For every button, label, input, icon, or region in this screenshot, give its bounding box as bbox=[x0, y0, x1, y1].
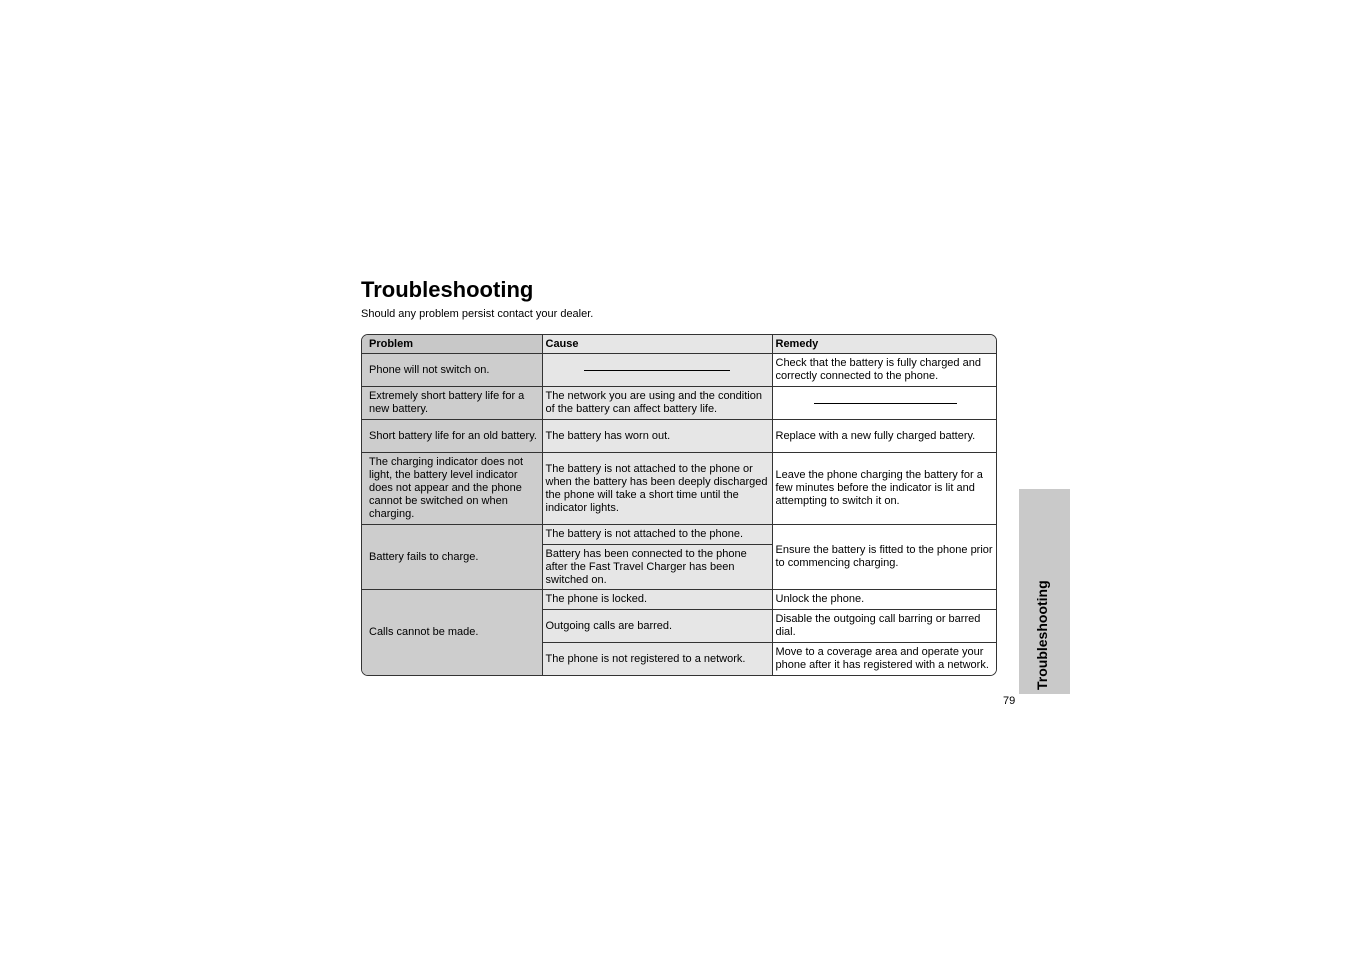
empty-line bbox=[584, 370, 730, 371]
table-header-row bbox=[362, 335, 997, 354]
table-row bbox=[362, 354, 997, 387]
table-row bbox=[362, 453, 997, 525]
page-title: Troubleshooting bbox=[361, 277, 534, 302]
cause-cell: The phone is locked. bbox=[542, 590, 772, 610]
page-subtitle: Should any problem persist contact your dealer. bbox=[361, 308, 594, 320]
header-cause: Cause bbox=[542, 335, 772, 354]
cause-cell: Outgoing calls are barred. bbox=[542, 610, 772, 643]
problem-cell: The charging indicator does not light, the battery level indicator does not appear and the phone cannot be switched on when charging. bbox=[362, 453, 542, 525]
problem-cell: Calls cannot be made. bbox=[362, 590, 542, 676]
problem-cell: Extremely short battery life for a new battery. bbox=[362, 387, 542, 420]
remedy-cell: Move to a coverage area and operate your phone after it has registered with a network. bbox=[772, 643, 997, 676]
remedy-cell: Disable the outgoing call barring or barred dial. bbox=[772, 610, 997, 643]
side-tab-label: Troubleshooting bbox=[1034, 580, 1050, 690]
cause-cell: The phone is not registered to a network. bbox=[542, 643, 772, 676]
problem-cell: Phone will not switch on. bbox=[362, 354, 542, 387]
table-row bbox=[362, 590, 997, 610]
remedy-cell: Replace with a new fully charged battery. bbox=[772, 420, 997, 453]
table-row bbox=[362, 525, 997, 545]
remedy-cell-empty bbox=[772, 387, 997, 420]
remedy-cell: Check that the battery is fully charged and correctly connected to the phone. bbox=[772, 354, 997, 387]
cause-cell: The network you are using and the condition of the battery can affect battery life. bbox=[542, 387, 772, 420]
problem-cell: Short battery life for an old battery. bbox=[362, 420, 542, 453]
cause-cell: The battery has worn out. bbox=[542, 420, 772, 453]
cause-cell: The battery is not attached to the phone. bbox=[542, 525, 772, 545]
remedy-cell: Ensure the battery is fitted to the phone prior to commencing charging. bbox=[772, 525, 997, 590]
cause-cell: Battery has been connected to the phone after the Fast Travel Charger has been switched on. bbox=[542, 545, 772, 590]
table-row bbox=[362, 387, 997, 420]
header-problem: Problem bbox=[362, 335, 542, 354]
header-remedy: Remedy bbox=[772, 335, 997, 354]
remedy-cell: Leave the phone charging the battery for a few minutes before the indicator is lit and attempting to switch it on. bbox=[772, 453, 997, 525]
page-number: 79 bbox=[1003, 695, 1016, 707]
remedy-cell: Unlock the phone. bbox=[772, 590, 997, 610]
empty-line bbox=[814, 403, 957, 404]
cause-cell-empty bbox=[542, 354, 772, 387]
table-row bbox=[362, 420, 997, 453]
cause-cell: The battery is not attached to the phone or when the battery has been deeply discharged the phone will take a short time until the indicator lights. bbox=[542, 453, 772, 525]
problem-cell: Battery fails to charge. bbox=[362, 525, 542, 590]
troubleshooting-table bbox=[361, 334, 997, 676]
